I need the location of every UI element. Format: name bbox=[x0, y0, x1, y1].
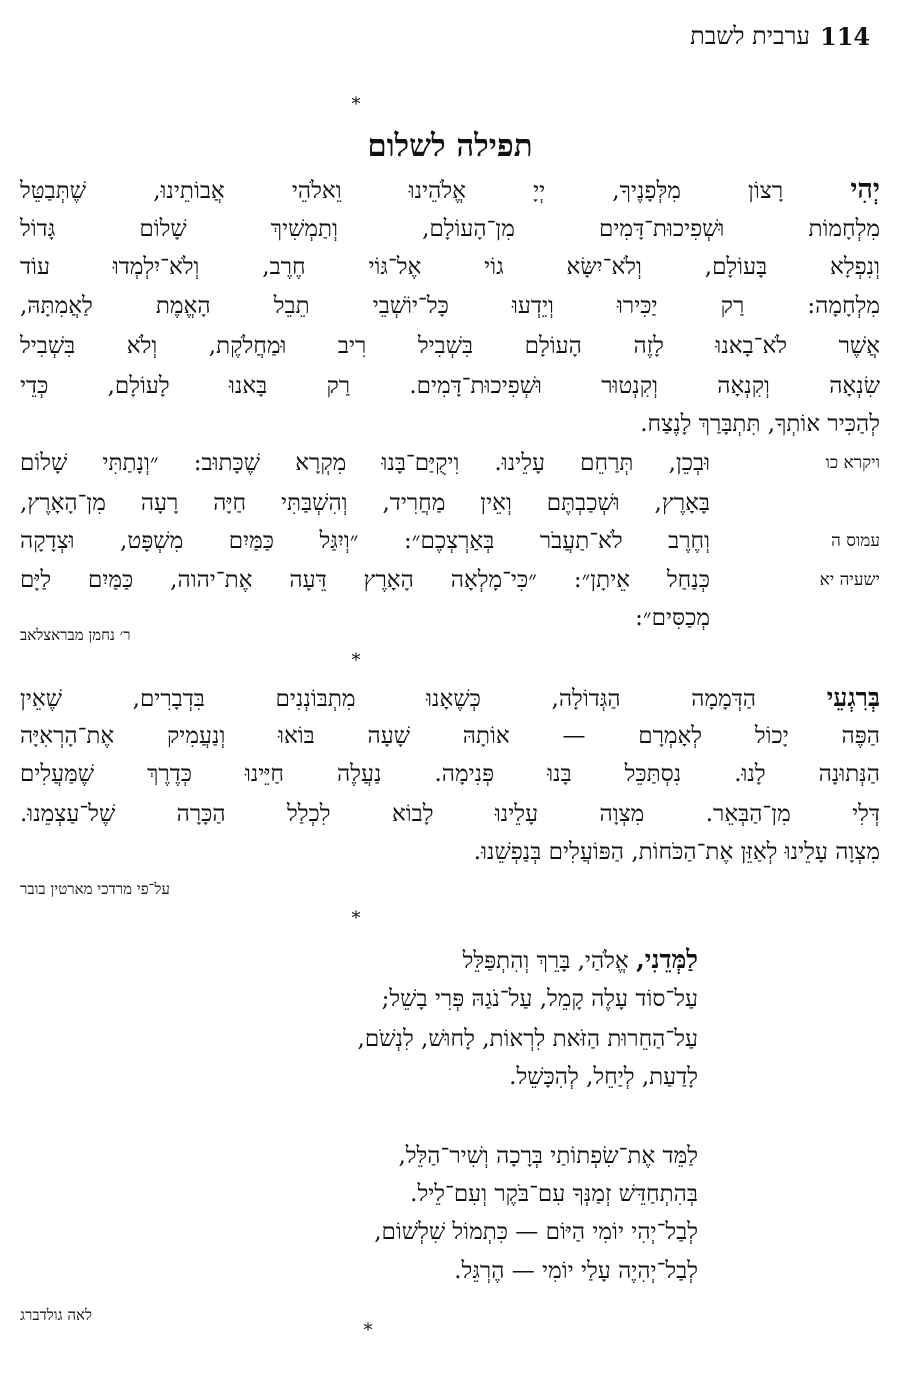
prayer-title: תפילה לשלום bbox=[367, 128, 533, 164]
poem-line: עַל־סוֹד עָלֶה קָמֵל, עַל־נֹגַהּ פְּרִי בָשֵׁל; bbox=[381, 986, 698, 1012]
text-line: מִצְוָה עָלֵינוּ לְאַזֵּן אֶת־הַכֹּחוֹת, הַפּוֹעֲלִים בְּנַפְשֵׁנוּ. bbox=[473, 839, 880, 865]
text-line: לְהַכִּיר אוֹתְךָ, תִּתְבָּרַךְ לָנֶצַח. bbox=[640, 411, 880, 437]
page-number: 114 bbox=[820, 22, 871, 51]
poem-line: לְבַל־יְהִי יוֹמִי הַיּוֹם — כִּתְמוֹל שִׁלְשׁוֹם, bbox=[374, 1219, 698, 1245]
opening-word: לַמְּדֵנִי, bbox=[636, 945, 698, 974]
text-line: כְּנַחַל אֵיתָן״: ״כִּי־מָלְאָה הָאָרֶץ דֵּעָה אֶת־יהוה, כַּמַּיִם לַיָּם bbox=[20, 567, 710, 593]
text-line: הַפֶּה יָכוֹל לְאָמְרָם — אוֹתָהּ שָׁעָה בּוֹאוּ וְנַעֲמִיק אֶת־הָרְאִיָּה bbox=[20, 723, 880, 749]
section-separator: * bbox=[363, 1320, 373, 1341]
attribution: לאה גולדברג bbox=[20, 1306, 92, 1324]
poem-line: בְּהִתְחַדֵּשׁ זְמַנְּךָ עִם־בֹּקֶר וְעִם־לֵיל. bbox=[410, 1181, 698, 1207]
opening-word: יְהִי bbox=[850, 174, 881, 205]
text-line: שִׂנְאָה וְקִנְאָה וְקִנְטוּר וּשְׁפִיכוּת־דָּמִים. רַק בָּאנוּ לָעוֹלָם, כְּדֵי bbox=[20, 373, 880, 399]
poem-line: לְבַל־יְהִיֶה עָלַי יוֹמִי — הֶרְגֵּל. bbox=[454, 1258, 698, 1284]
poem-line: לָדַעַת, לְיַחֵל, לְהִכָּשֵׁל. bbox=[509, 1064, 698, 1090]
running-header-title: ערבית לשבת bbox=[690, 22, 810, 50]
poem-line: לַמְּדֵנִי, אֱלֹהַי, בָּרֵךְ וְהִתְפַּלֵּל bbox=[462, 945, 698, 974]
text-line: יְהִי רָצוֹן מִלְּפָנֶיךָ, יְיָ אֱלֹהֵינוּ וֵאלֹהֵי אֲבוֹתֵינוּ, שֶׁתְּבַטֵּל bbox=[20, 174, 881, 205]
text-line: מִלְחָמָה: רַק יַכִּירוּ וְיֵדְעוּ כָּל־יוֹשְׁבֵי תֵבֵל הָאֱמֶת לַאֲמִתָּהּ, bbox=[20, 293, 880, 319]
section-separator: * bbox=[351, 650, 361, 671]
margin-reference: ויקרא כו bbox=[825, 453, 880, 473]
text-line: בְּרִגְעֵי הַדְּמָמָה הַגְּדוֹלָה, כְּשֶׁאָנוּ מִתְבּוֹנְנִים בִּדְבָרִים, שֶׁאֵין bbox=[20, 683, 881, 712]
section-separator: * bbox=[351, 908, 361, 929]
opening-word: בְּרִגְעֵי bbox=[826, 683, 881, 712]
text-line: אֲשֶׁר לֹא־בָאנוּ לָזֶה הָעוֹלָם בִּשְׁבִיל רִיב וּמַחֲלֹקֶת, וְלֹא בִּשְׁבִיל bbox=[20, 333, 880, 359]
text-line: וְנִפְלָא בָּעוֹלָם, וְלֹא־יִשָּׂא גוֹי אֶל־גּוֹי חֶרֶב, וְלֹא־יִלְמְדוּ עוֹד bbox=[20, 254, 880, 280]
attribution: ר׳ נחמן מבראצלאב bbox=[20, 626, 131, 644]
text-line: מְכַסִּים״: bbox=[635, 605, 710, 631]
poem-line: עַל־הַחֵרוּת הַזֹּאת לִרְאוֹת, לָחוּשׁ, לִנְשֹׁם, bbox=[357, 1026, 698, 1052]
text-line: בָּאָרֶץ, וּשְׁכַבְתֶּם וְאֵין מַחֲרִיד, וְהִשְׁבַּתִּי חַיָּה רָעָה מִן־הָאָרֶץ, bbox=[20, 490, 710, 516]
margin-reference: ישעיה יא bbox=[819, 570, 880, 590]
text-line: דְּלִי מִן־הַבְּאֵר. מִצְוָה עָלֵינוּ לָבוֹא לִכְלַל הַכָּרָה שֶׁל־עַצְמֵנוּ. bbox=[20, 801, 880, 827]
text-line: מִלְחָמוֹת וּשְׁפִיכוּת־דָּמִים מִן־הָעוֹלָם, וְתַמְשִׁיךְ שָׁלוֹם גָּדוֹל bbox=[20, 216, 880, 242]
section-separator: * bbox=[351, 94, 361, 115]
margin-reference: עמוס ה bbox=[831, 531, 880, 551]
text-line: הַנְּתוּנָה לָנוּ. נִסְתַּכֵּל בָּנוּ פְּנִימָה. נַעֲלֶה חַיֵּינוּ כְּדֶרֶךְ שֶׁמַּעֲלִים bbox=[20, 761, 880, 787]
text-line: וְחֶרֶב לֹא־תַעֲבֹר בְּאַרְצְכֶם״: ״וְיִגַּל כַּמַּיִם מִשְׁפָּט, וּצְדָקָה bbox=[20, 528, 710, 554]
attribution: על־פי מרדכי מארטין בובר bbox=[20, 880, 170, 898]
poem-line: לַמֵּד אֶת־שִׂפְתוֹתַי בְּרָכָה וְשִׁיר־הַלֵּל, bbox=[398, 1143, 698, 1169]
text-line: וּבְכֵן, תְּרַחֵם עָלֵינוּ. וִיקֻיַּם־בָּנוּ מִקְרָא שֶׁכָּתוּב: ״וְנָתַתִּי שָׁלוֹם bbox=[20, 450, 710, 476]
